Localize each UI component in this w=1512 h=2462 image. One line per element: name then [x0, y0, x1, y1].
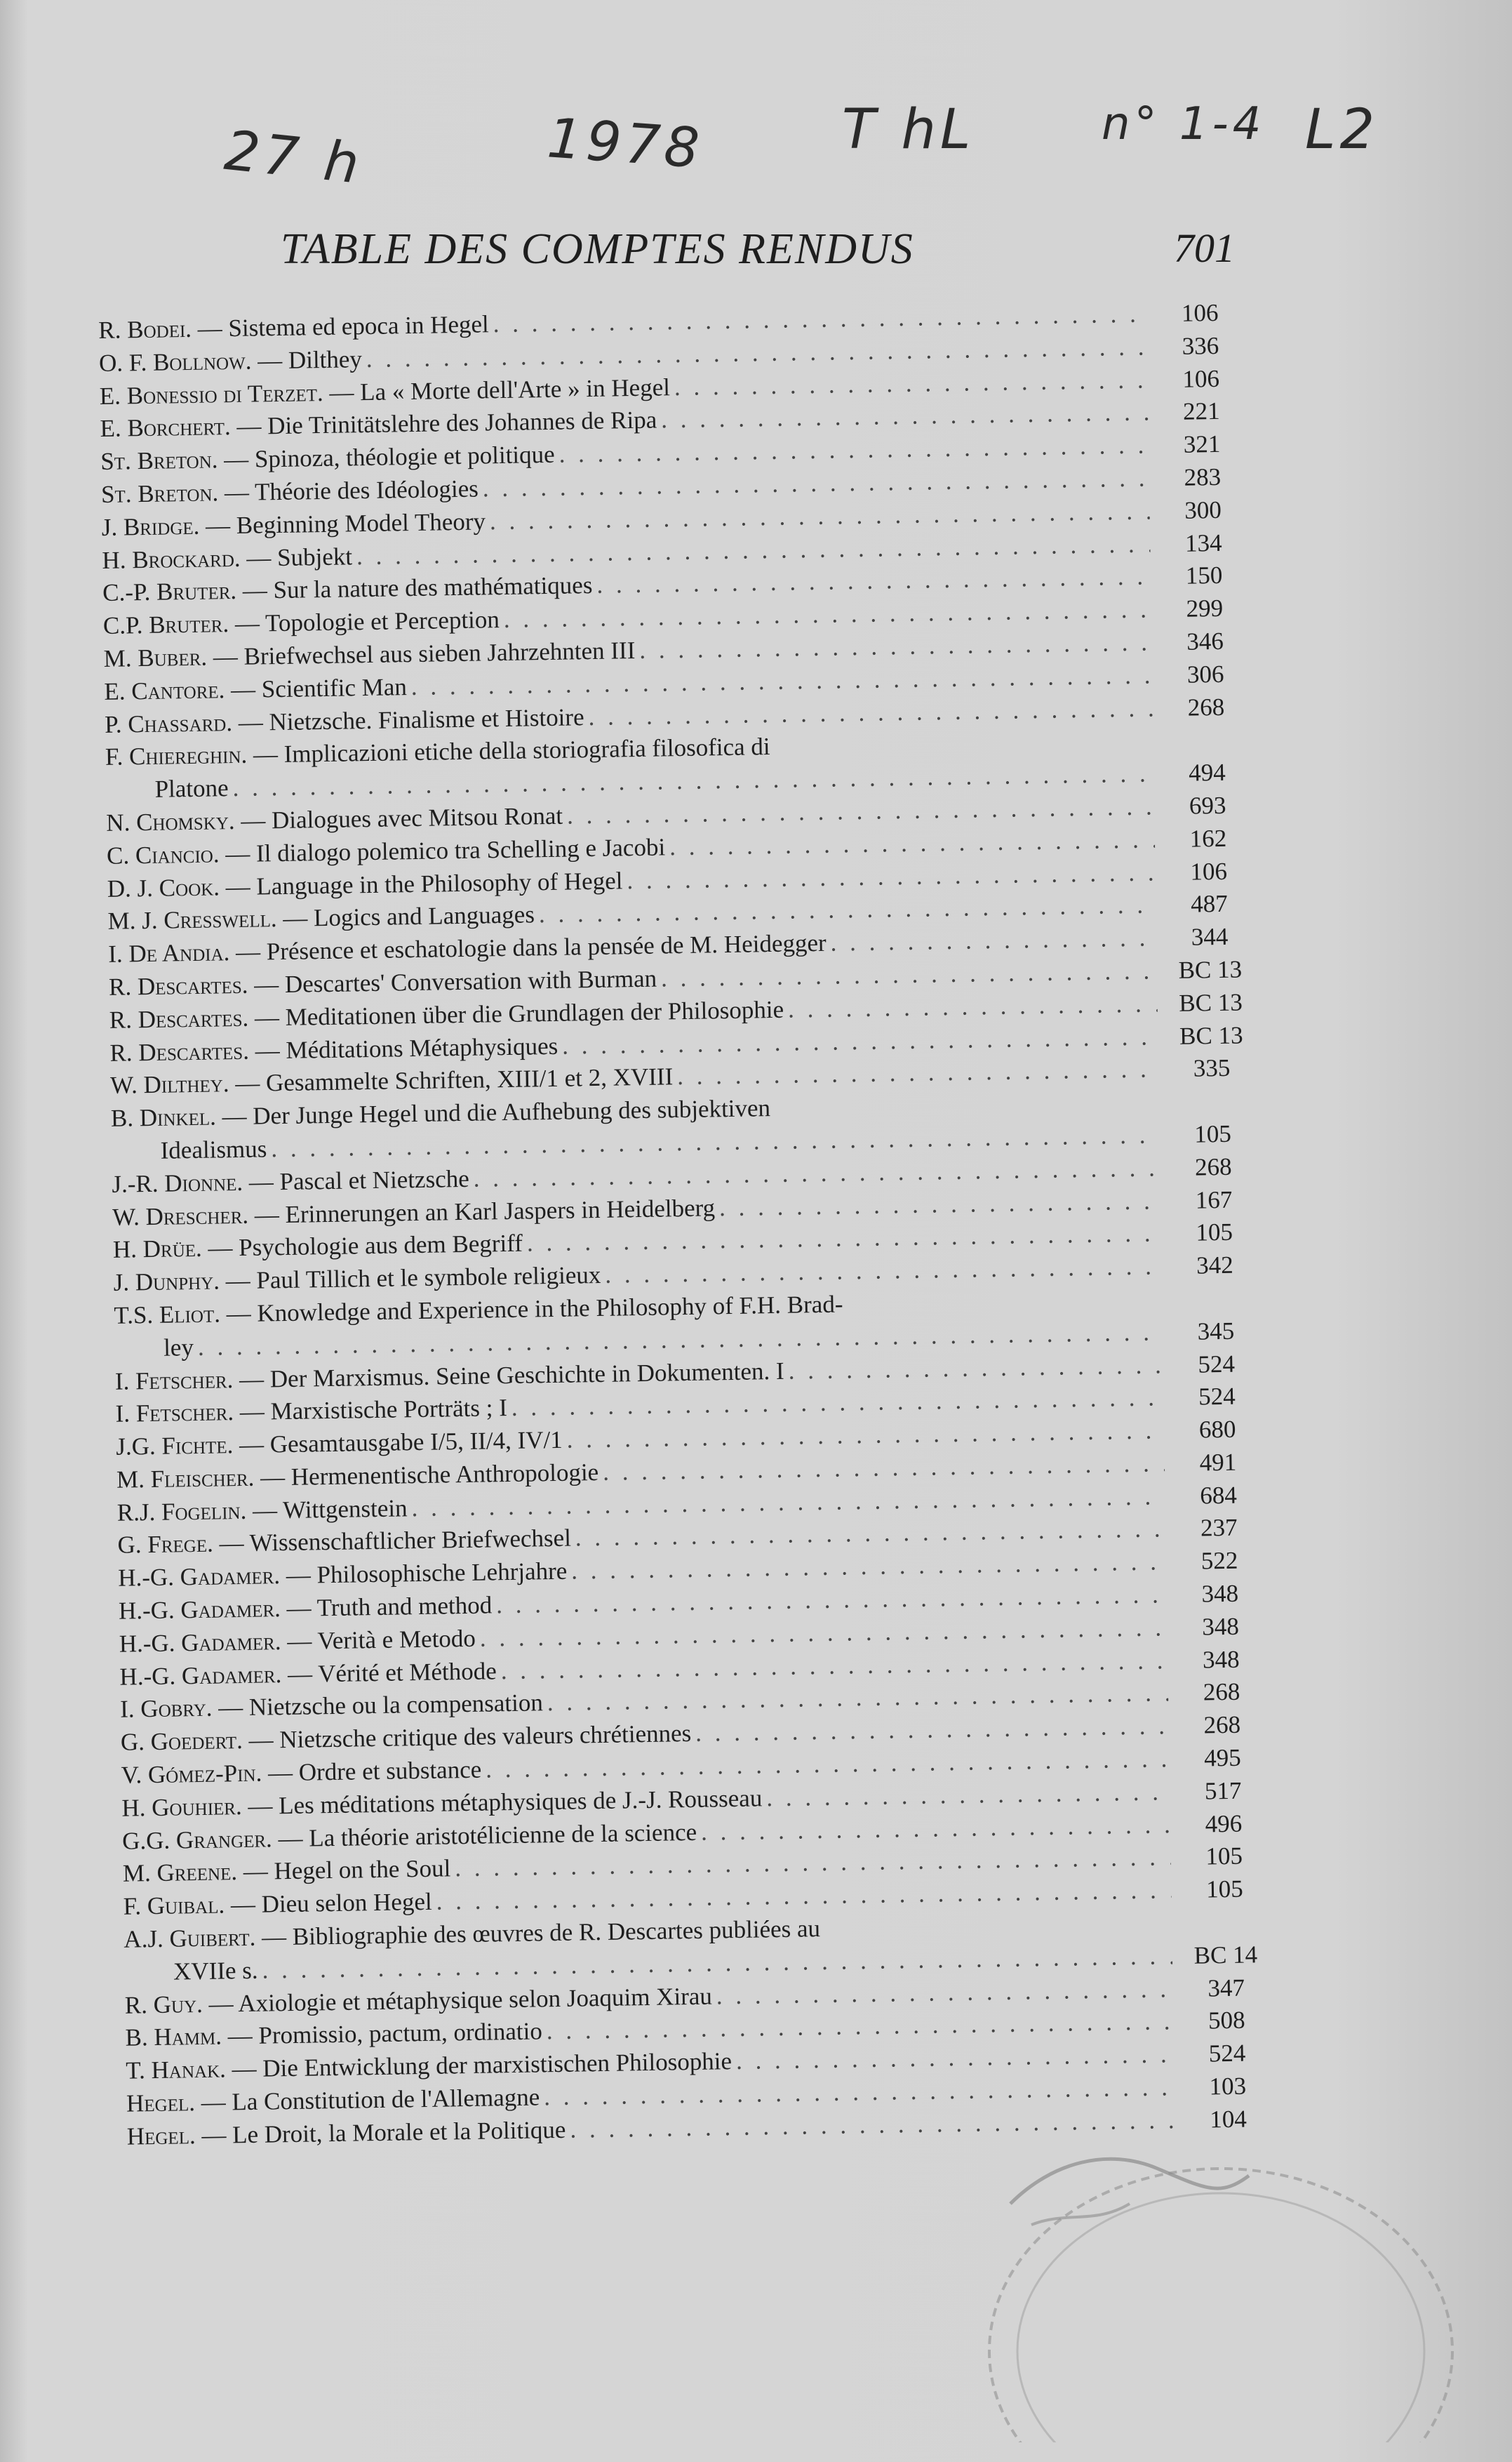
entry-title: — Théorie des Idéologies — [224, 474, 479, 507]
entry-page: 517 — [1204, 1776, 1242, 1805]
entry-title: — Philosophische Lehrjahre — [286, 1557, 568, 1590]
entry-title: — Sur la nature des mathématiques — [242, 571, 593, 605]
handwriting-1: 27 h — [221, 119, 366, 197]
entry-author: R. Descartes. — [108, 971, 248, 1001]
entry-author: E. Bonessio di Terzet. — [99, 378, 324, 410]
entry-title: — Subjekt — [246, 542, 353, 572]
entry-page: 105 — [1193, 1119, 1232, 1148]
entry-author: R. Bodei. — [98, 314, 192, 344]
entry-page: 283 — [1184, 463, 1222, 491]
entry-author: W. Drescher. — [112, 1201, 249, 1231]
entry-page: 491 — [1199, 1448, 1237, 1477]
entry-author: E. Cantore. — [104, 676, 225, 705]
entry-page: 495 — [1203, 1743, 1242, 1772]
index-list — [98, 296, 1278, 2153]
entry-text — [99, 343, 363, 380]
entry-title: — Hegel on the Soul — [243, 1854, 451, 1886]
entry-title: — Dieu selon Hegel — [230, 1888, 432, 1919]
entry-title: — Scientific Man — [230, 672, 408, 703]
entry-text — [112, 1163, 469, 1202]
entry-title: — Briefwechsel aus sieben Jahrzehnten III — [213, 637, 636, 671]
entry-page: 348 — [1202, 1645, 1240, 1674]
entry-author: H.-G. Gadamer. — [118, 1595, 281, 1625]
entry-page: 348 — [1201, 1579, 1239, 1608]
entry-page: 167 — [1195, 1185, 1233, 1214]
dot-leader — [788, 1349, 1163, 1388]
entry-page: 508 — [1207, 2007, 1245, 2035]
entry-page: 150 — [1185, 561, 1223, 590]
entry-page: 680 — [1198, 1415, 1236, 1444]
entry-text — [104, 671, 407, 709]
entry-title: — Der Junge Hegel und die Aufhebung des subjektiven — [222, 1094, 771, 1131]
entry-text — [119, 1655, 497, 1694]
entry-author: C.P. Bruter. — [102, 610, 229, 640]
entry-page: 299 — [1186, 594, 1224, 623]
entry-author: F. Chiereghin. — [105, 741, 248, 771]
entry-author: E. Borchert. — [100, 413, 231, 443]
library-stamp-icon — [926, 2120, 1459, 2442]
entry-title: — Logics and Languages — [282, 900, 535, 933]
entry-author: O. F. Bollnow. — [98, 347, 252, 377]
entry-page: 221 — [1182, 397, 1220, 426]
entry-author: H.-G. Gadamer. — [119, 1660, 282, 1691]
entry-title: — Topologie et Perception — [234, 606, 500, 638]
entry-author: I. Fetscher. — [115, 1398, 234, 1428]
entry-title: — La Constitution de l'Allemagne — [201, 2083, 540, 2117]
entry-author: M. Buber. — [103, 643, 208, 672]
entry-page: 105 — [1196, 1218, 1233, 1246]
entry-text — [102, 540, 352, 577]
entry-title: — Marxistische Porträts ; I — [239, 1394, 508, 1426]
entry-author: J.G. Fichte. — [116, 1431, 234, 1460]
entry-page: BC 13 — [1179, 988, 1243, 1017]
entry-title: — Der Marxismus. Seine Geschichte in Dokumenten. I — [239, 1357, 784, 1393]
entry-author: C. Ciancio. — [106, 840, 220, 870]
entry-title: — Dialogues avec Mitsou Ronat — [241, 801, 563, 834]
entry-text — [121, 1754, 481, 1792]
handwritten-annotation — [210, 98, 1403, 204]
entry-title: — Les méditations métaphysiques de J.-J. Rousseau — [248, 1784, 763, 1820]
entry-author: Hegel. — [126, 2121, 196, 2150]
entry-title: — Wissenschaftlicher Briefwechsel — [219, 1524, 572, 1557]
entry-page: 522 — [1200, 1546, 1238, 1575]
entry-page: 268 — [1194, 1152, 1232, 1181]
entry-author: G. Goedert. — [120, 1726, 243, 1757]
entry-page: 237 — [1200, 1514, 1238, 1543]
entry-author: N. Chomsky. — [106, 806, 235, 837]
entry-title: — Promissio, pactum, ordinatio — [227, 2017, 543, 2050]
entry-page: 335 — [1193, 1054, 1231, 1082]
entry-author: I. De Andia. — [108, 938, 230, 969]
entry-title: — Language in the Philosophy of Hegel — [225, 866, 623, 900]
entry-page: BC 14 — [1193, 1941, 1258, 1969]
entry-author: M. J. Cresswell. — [107, 905, 277, 936]
entry-text — [126, 2114, 566, 2154]
entry-author: D. J. Cook. — [107, 872, 220, 903]
handwriting-3: T hL — [842, 98, 975, 161]
entry-author: R. Descartes. — [109, 1037, 250, 1067]
entry-title: — Meditationen über die Grundlagen der Philosophie — [254, 995, 784, 1032]
entry-page: 103 — [1209, 2072, 1247, 2101]
entry-page: 162 — [1189, 824, 1227, 853]
entry-title: — Wittgenstein — [252, 1493, 408, 1524]
entry-text — [163, 1331, 194, 1364]
entry-page: 524 — [1208, 2039, 1246, 2068]
entry-title: — Vérité et Méthode — [287, 1656, 497, 1688]
entry-author: I. Gobry. — [119, 1694, 213, 1724]
entry-title: — Beginning Model Theory — [205, 507, 486, 540]
page-number: 701 — [1174, 225, 1235, 271]
entry-title: — Knowledge and Experience in the Philosophy of F.H. Brad- — [226, 1290, 843, 1328]
page-title: TABLE DES COMPTES RENDUS — [281, 225, 914, 273]
handwriting-4: n° 1-4 — [1102, 98, 1266, 150]
entry-page: 346 — [1186, 627, 1224, 656]
entry-author: R.J. Fogelin. — [116, 1496, 247, 1526]
entry-title: — Gesamtausgabe I/5, II/4, IV/1 — [239, 1425, 563, 1459]
entry-page: 524 — [1198, 1350, 1236, 1378]
entry-page: 105 — [1205, 1875, 1243, 1903]
entry-text — [116, 1492, 407, 1529]
entry-author: H. Brockard. — [102, 544, 241, 574]
entry-title: — Nietzsche critique des valeurs chrétiennes — [248, 1719, 692, 1755]
entry-page: 336 — [1182, 331, 1219, 360]
entry-author: V. Gómez-Pin. — [121, 1759, 262, 1789]
entry-title: — Nietzsche ou la compensation — [218, 1689, 544, 1722]
entry-title: — Sistema ed epoca in Hegel — [197, 310, 490, 342]
entry-title: — Présence et eschatologie dans la pensée de M. Heidegger — [235, 929, 827, 966]
entry-page: 524 — [1198, 1383, 1236, 1411]
entry-page: 268 — [1203, 1710, 1241, 1739]
entry-author: Hegel. — [126, 2089, 196, 2117]
entry-page: 268 — [1187, 693, 1225, 721]
entry-title: — Descartes' Conversation with Burman — [253, 964, 657, 999]
entry-title: — Erinnerungen an Karl Jaspers in Heidelberg — [254, 1193, 716, 1229]
entry-page: 348 — [1202, 1612, 1240, 1641]
entry-author: J.-R. Dionne. — [112, 1168, 243, 1198]
entry-author: T. Hanak. — [126, 2055, 227, 2084]
entry-author: J. Dunphy. — [113, 1267, 220, 1296]
entry-author: St. Breton. — [100, 446, 218, 476]
entry-page: BC 13 — [1179, 1021, 1243, 1050]
entry-page: 693 — [1189, 791, 1226, 820]
handwriting-2: 1978 — [545, 107, 706, 181]
entry-page: 321 — [1183, 430, 1221, 458]
entry-title: — Psychologie aus dem Begriff — [208, 1229, 523, 1263]
entry-author: H. Drüe. — [112, 1235, 203, 1264]
entry-title: ley — [163, 1333, 194, 1362]
entry-title: — Spinoza, théologie et politique — [223, 440, 555, 474]
dot-leader — [788, 987, 1158, 1026]
entry-author: I. Fetscher. — [114, 1365, 234, 1395]
entry-title: — Le Droit, la Morale et la Politique — [201, 2115, 566, 2149]
entry-page: 268 — [1203, 1678, 1240, 1706]
entry-author: G. Frege. — [117, 1530, 214, 1559]
entry-page: 106 — [1182, 364, 1220, 393]
entry-text — [154, 772, 229, 806]
entry-title: Idealismus — [160, 1135, 267, 1164]
entry-page: 345 — [1197, 1317, 1235, 1345]
entry-title: — Truth and method — [286, 1591, 493, 1623]
entry-page: 300 — [1184, 495, 1222, 524]
entry-title: — La théorie aristotélicienne de la science — [278, 1818, 697, 1852]
entry-title: — Ordre et substance — [267, 1755, 482, 1787]
page-header — [281, 225, 1235, 288]
entry-page: 344 — [1191, 922, 1229, 951]
entry-title: — Gesammelte Schriften, XIII/1 et 2, XVIII — [234, 1063, 674, 1098]
entry-title: — Méditations Métaphysiques — [255, 1032, 558, 1065]
entry-page: 134 — [1184, 528, 1222, 557]
entry-author: J. Bridge. — [101, 512, 200, 541]
entry-title: — Implicazioni etiche della storiografia filosofica di — [253, 733, 770, 768]
entry-title: — Paul Tillich et le symbole religieux — [225, 1261, 601, 1295]
entry-page: 347 — [1207, 1974, 1245, 2002]
entry-author: St. Breton. — [100, 479, 219, 508]
entry-text — [173, 1955, 258, 1989]
entry-page: 494 — [1188, 759, 1226, 787]
entry-text — [123, 1853, 451, 1891]
entry-text — [160, 1133, 267, 1167]
entry-author: B. Dinkel. — [110, 1103, 217, 1132]
entry-page: 487 — [1190, 890, 1228, 918]
entry-title: — Pascal et Nietzsche — [248, 1164, 470, 1196]
entry-page: 105 — [1205, 1842, 1243, 1870]
entry-author: A.J. Guibert. — [123, 1923, 256, 1953]
entry-author: F. Guibal. — [123, 1891, 225, 1920]
entry-title: — Die Trinitätslehre des Johannes de Ripa — [236, 406, 657, 441]
entry-page: 106 — [1181, 298, 1219, 327]
entry-title: XVIIe s. — [173, 1956, 258, 1985]
entry-page: BC 13 — [1178, 955, 1243, 984]
dot-leader — [830, 922, 1156, 960]
entry-author: M. Fleischer. — [116, 1463, 255, 1493]
entry-page: 106 — [1190, 857, 1228, 886]
entry-page: 496 — [1205, 1809, 1243, 1838]
entry-author: H.-G. Gadamer. — [119, 1628, 281, 1658]
entry-author: M. Greene. — [122, 1858, 238, 1888]
entry-title: — Nietzsche. Finalisme et Histoire — [238, 703, 584, 736]
entry-title: — Il dialogo polemico tra Schelling e Jacobi — [225, 833, 666, 867]
entry-text — [123, 1886, 432, 1924]
entry-page: 342 — [1196, 1251, 1234, 1279]
handwriting-5: L2 — [1305, 98, 1379, 161]
entry-page: 306 — [1186, 660, 1224, 688]
entry-text — [119, 1623, 476, 1661]
entry-author: T.S. Eliot. — [114, 1300, 221, 1329]
entry-title: — Axiologie et métaphysique selon Joaquim Xirau — [208, 1982, 713, 2018]
entry-title: — Bibliographie des œuvres de R. Descartes publiées au — [261, 1915, 821, 1951]
entry-text — [119, 1589, 493, 1628]
entry-title: — Dilthey — [257, 345, 363, 375]
entry-author: P. Chassard. — [104, 708, 233, 738]
entry-title: Platone — [154, 774, 229, 803]
entry-author: B. Hamm. — [125, 2022, 222, 2052]
entry-title: — La « Morte dell'Arte » in Hegel — [329, 373, 671, 406]
entry-title: — Die Entwicklung der marxistischen Philosophie — [232, 2047, 732, 2083]
entry-page: 104 — [1210, 2105, 1247, 2134]
entry-author: H. Gouhier. — [121, 1792, 242, 1822]
entry-author: R. Guy. — [124, 1990, 203, 2019]
entry-title: — Verità e Metodo — [286, 1624, 476, 1655]
entry-text — [101, 473, 479, 512]
entry-page: 684 — [1200, 1481, 1238, 1510]
entry-author: H.-G. Gadamer. — [117, 1562, 281, 1592]
entry-title: — Hermenentische Anthropologie — [260, 1458, 599, 1491]
entry-author: R. Descartes. — [109, 1004, 249, 1034]
entry-author: C.-P. Bruter. — [102, 577, 237, 607]
entry-author: G.G. Granger. — [121, 1825, 273, 1855]
entry-author: W. Dilthey. — [109, 1070, 229, 1100]
